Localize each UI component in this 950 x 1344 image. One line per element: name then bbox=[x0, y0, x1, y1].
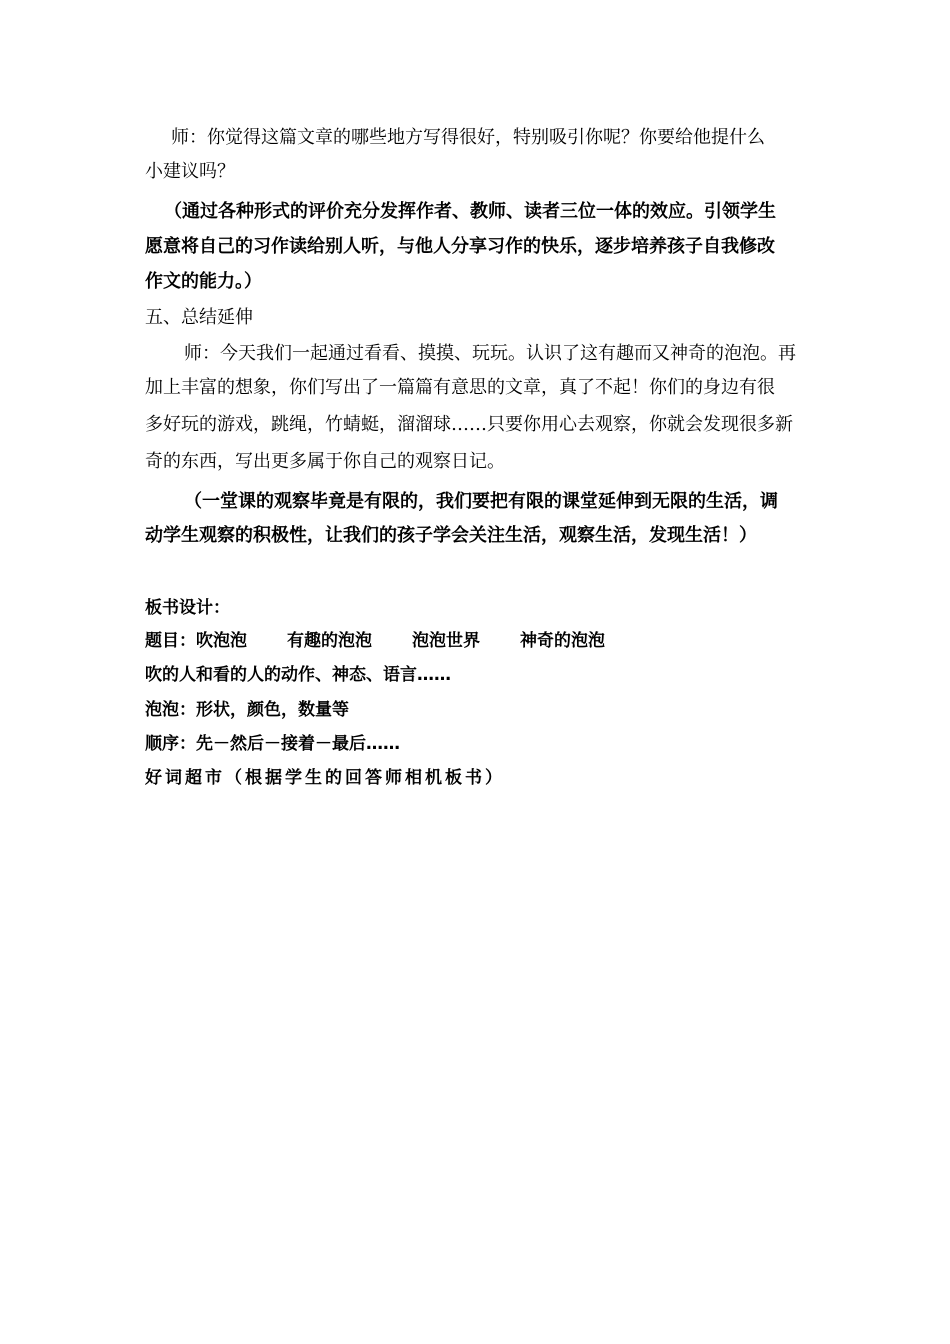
note1-line-1: （通过各种形式的评价充分发挥作者、教师、读者三位一体的效应。引领学生 bbox=[164, 201, 776, 222]
teacher-question-line-2: 小建议吗？ bbox=[145, 161, 235, 182]
note2-line-1: （一堂课的观察毕竟是有限的，我们要把有限的课堂延伸到无限的生活，调 bbox=[184, 491, 778, 512]
board-title-3: 泡泡世界 bbox=[412, 631, 480, 651]
board-actions-line: 吹的人和看的人的动作、神态、语言…… bbox=[145, 665, 451, 685]
board-title-1: 题目：吹泡泡 bbox=[145, 631, 247, 651]
board-design-heading: 板书设计： bbox=[145, 598, 230, 618]
board-bubble-features-line: 泡泡：形状，颜色，数量等 bbox=[145, 700, 349, 720]
board-order-line: 顺序：先－然后－接着－最后…… bbox=[145, 734, 400, 754]
note1-line-3: 作文的能力。） bbox=[145, 271, 262, 292]
board-title-2: 有趣的泡泡 bbox=[287, 631, 372, 651]
board-title-4: 神奇的泡泡 bbox=[520, 631, 605, 651]
board-word-market-line: 好词超市（根据学生的回答师相机板书） bbox=[145, 768, 505, 788]
summary-line-4: 奇的东西，写出更多属于你自己的观察日记。 bbox=[145, 451, 505, 472]
note2-line-2: 动学生观察的积极性，让我们的孩子学会关注生活，观察生活，发现生活！） bbox=[145, 525, 757, 546]
board-titles-row bbox=[145, 629, 605, 653]
note1-line-2: 愿意将自己的习作读给别人听，与他人分享习作的快乐，逐步培养孩子自我修改 bbox=[145, 236, 775, 257]
summary-line-1: 师：今天我们一起通过看看、摸摸、玩玩。认识了这有趣而又神奇的泡泡。再 bbox=[184, 343, 796, 364]
summary-line-3: 多好玩的游戏，跳绳，竹蜻蜓，溜溜球……只要你用心去观察，你就会发现很多新 bbox=[145, 414, 793, 435]
section-5-title: 五、总结延伸 bbox=[145, 307, 253, 328]
summary-line-2: 加上丰富的想象，你们写出了一篇篇有意思的文章，真了不起！你们的身边有很 bbox=[145, 377, 775, 398]
teacher-question-line-1: 师：你觉得这篇文章的哪些地方写得很好，特别吸引你呢？你要给他提什么 bbox=[171, 127, 765, 148]
